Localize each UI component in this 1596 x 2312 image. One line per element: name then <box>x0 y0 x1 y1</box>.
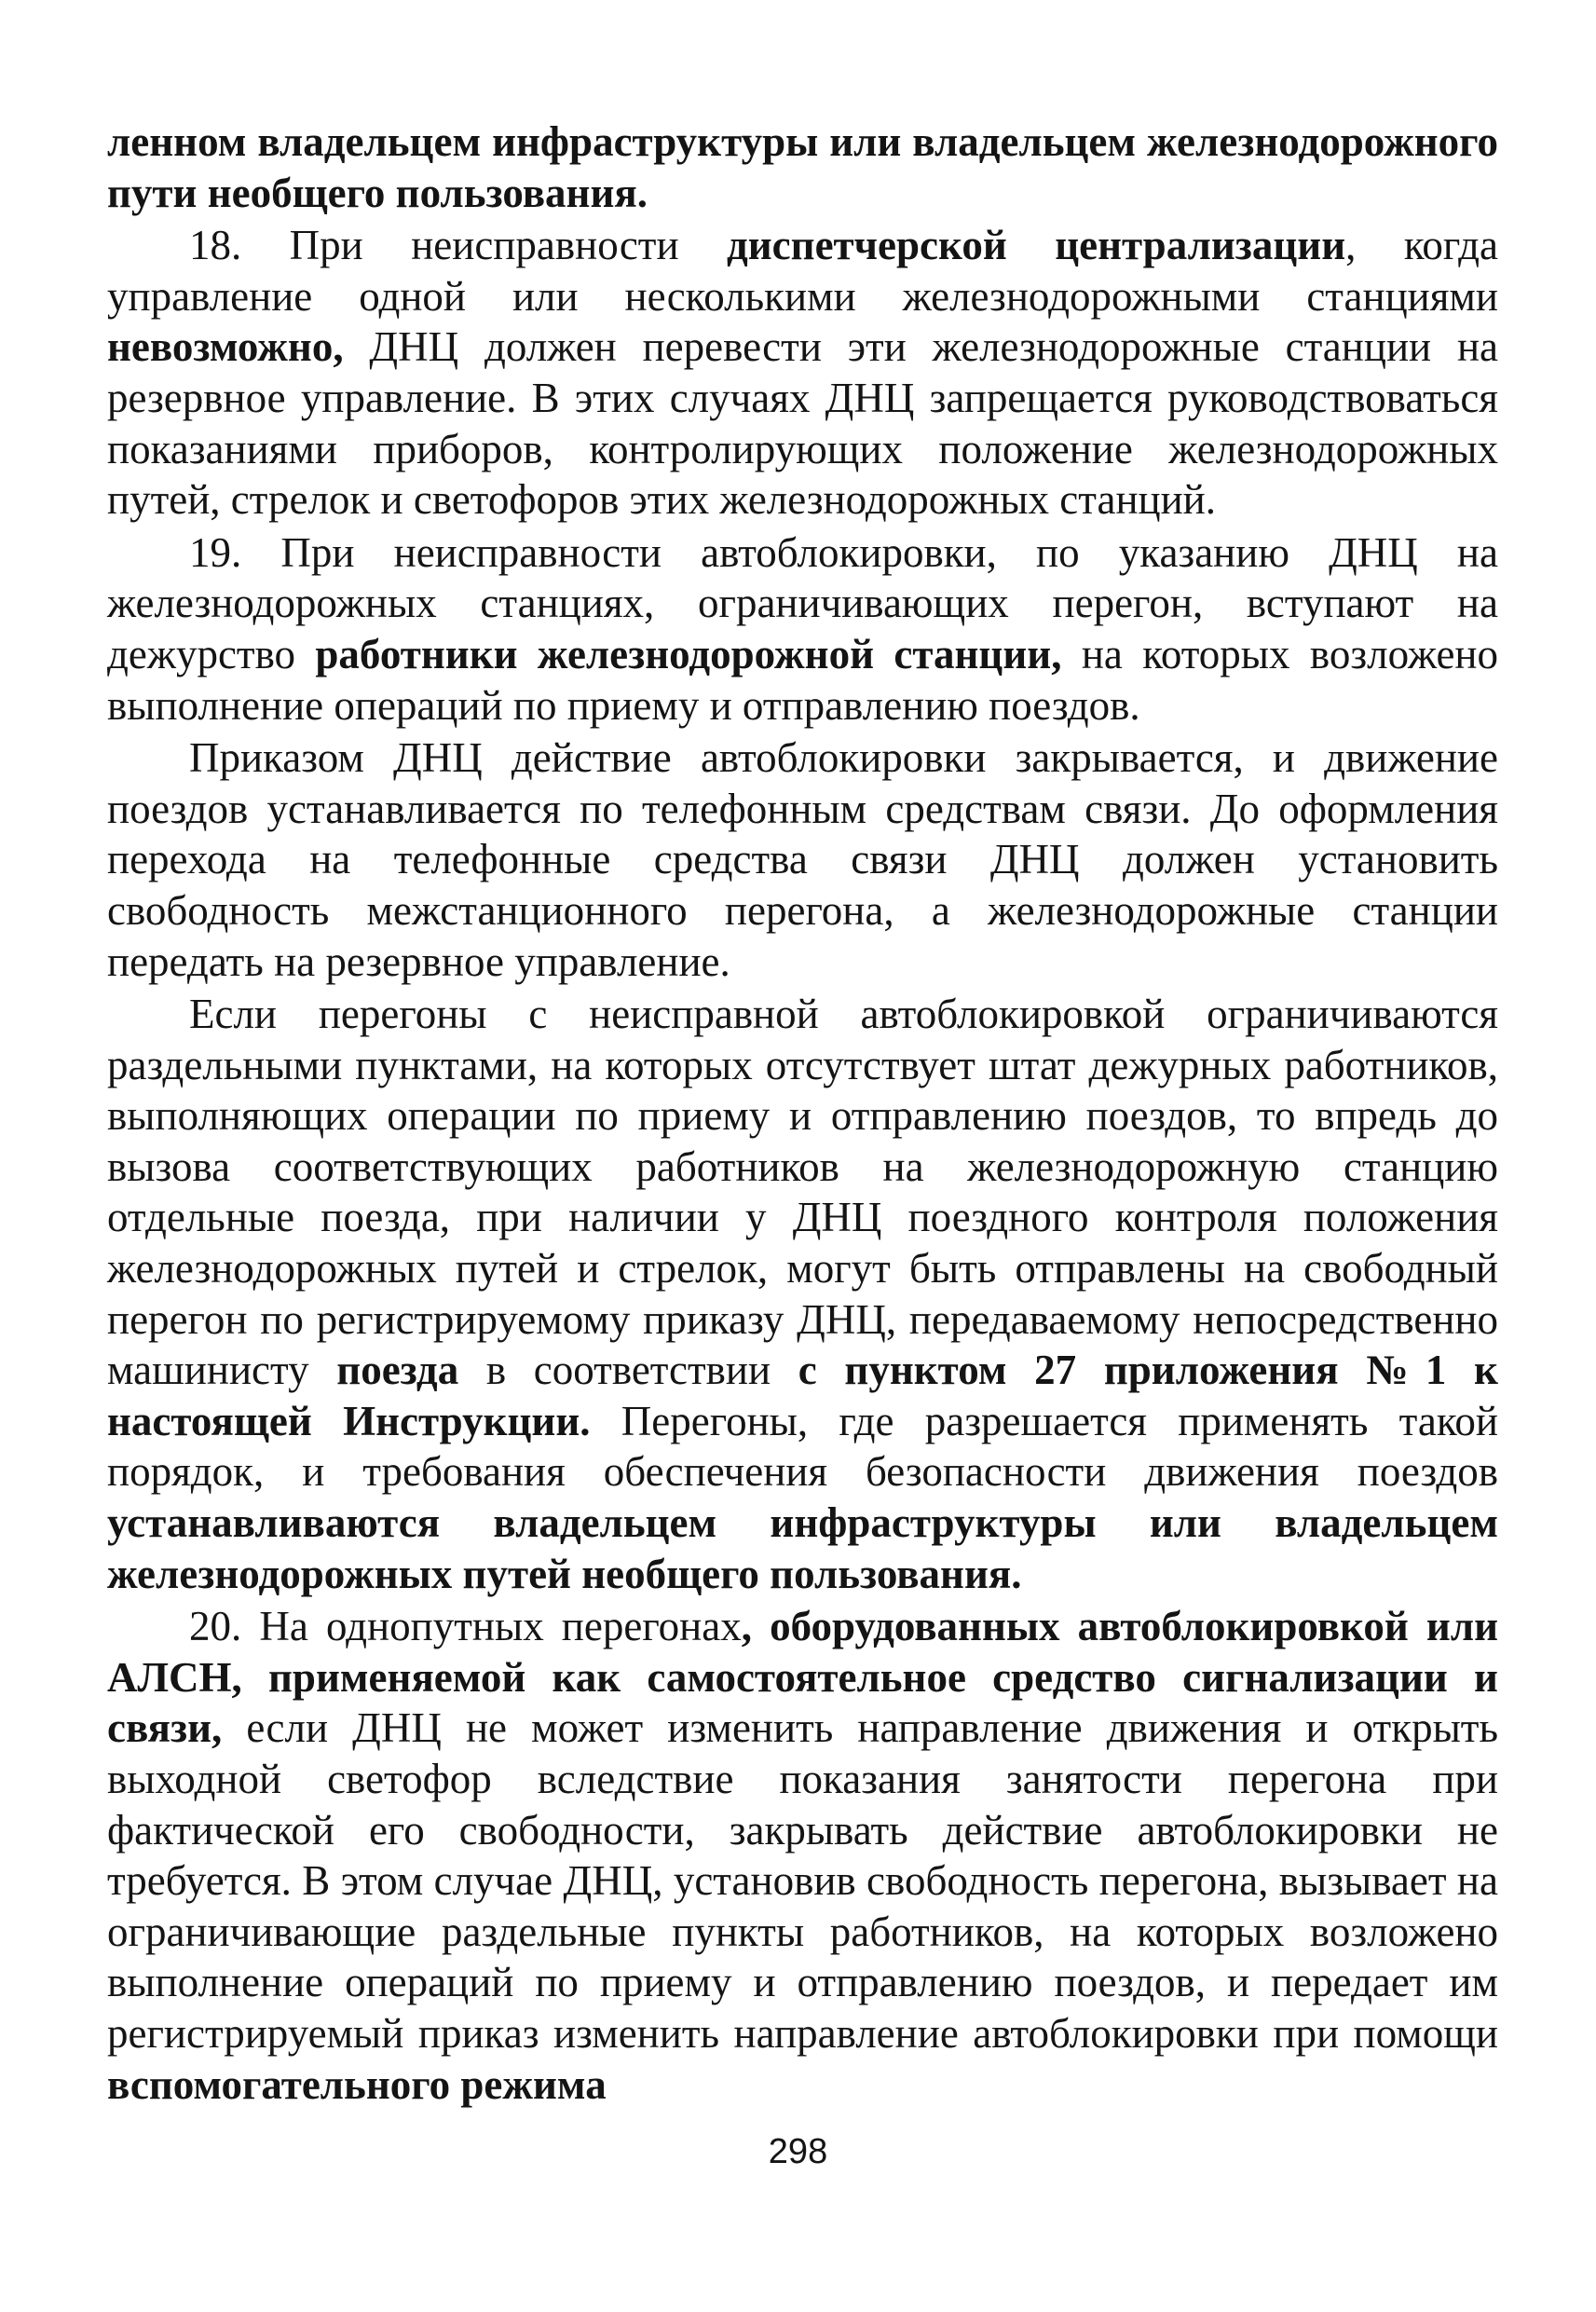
text-run: 19. При неисправности автоблокировки, по указанию ДНЦ на железнодорожных станциях, ограничивающих перегон, вступают на дежурство <box>107 528 1498 677</box>
text-run: Перегоны, где разрешается применять такой порядок, и требования обеспечения безопасности движения поездов <box>107 1397 1498 1496</box>
bold-text-run: поезда <box>336 1347 459 1394</box>
bold-text-run: невозможно, <box>107 323 344 371</box>
text-run: Приказом ДНЦ действие автоблокировки закрывается, и движение поездов устанавливается по телефонным средствам связи. До оформления перехода на телефонные средства связи ДНЦ должен установить свободность межстанционного перегона, а железнодорожные станции передать на резервное управление. <box>107 734 1498 985</box>
paragraph <box>107 732 1498 987</box>
text-run: если ДНЦ не может изменить направление движения и открыть выходной светофор вследствие показания занятости перегона при фактической его свободности, закрывать действие автоблокировки не требуется. В этом случае ДНЦ, установив свободность перегона, вызывает на ограничивающие раздельные пункты работников, на которых возложено выполнение операций по приему и отправлению поездов, и передает им регистрируемый приказ изменить направление автоблокировки при помощи <box>107 1704 1498 2057</box>
bold-text-run: вспомогательного режима <box>107 2060 607 2108</box>
text-run: в соответствии <box>458 1347 798 1394</box>
body-text <box>107 116 1498 2110</box>
page-number: 298 <box>768 2132 828 2171</box>
bold-text-run: ленном владельцем инфраструктуры или владельцем железнодорожного пути необщего пользования. <box>107 118 1498 216</box>
bold-text-run: , оборудованных автоблокировкой или АЛСН, применяемой как самостоятельное средство сигнализации и связи, <box>107 1603 1499 1752</box>
text-run: , когда управление одной или несколькими железнодорожными станциями <box>107 222 1499 320</box>
text-run: 20. На однопутных перегонах <box>189 1603 742 1650</box>
bold-text-run: диспетчерской централизации <box>726 222 1346 269</box>
bold-text-run: устанавливаются владельцем инфраструктуры или владельцем железнодорожных путей необщего пользования. <box>107 1499 1498 1597</box>
text-run: на которых возложено выполнение операций по приему и отправлению поездов. <box>107 630 1498 729</box>
text-run: Если перегоны с неисправной автоблокировкой ограничиваются раздельными пунктами, на которых отсутствует штат дежурных работников, выполняющих операции по приему и отправлению поездов, то впредь до вызова соответствующих работников на железнодорожную станцию отдельные поезда, при наличии у ДНЦ поездного контроля положения железнодорожных путей и стрелок, могут быть отправлены на свободный перегон по регистрируемому приказу ДНЦ, передаваемому непосредственно машинисту <box>107 991 1498 1394</box>
paragraph <box>107 116 1498 218</box>
bold-text-run: с пунктом 27 приложения №1 к настоящей Инструкции. <box>107 1347 1498 1444</box>
bold-text-run: работники железнодорожной станции, <box>315 630 1062 677</box>
paragraph <box>107 1601 1498 2110</box>
paragraph <box>107 527 1498 731</box>
paragraph <box>107 989 1498 1599</box>
text-run: ДНЦ должен перевести эти железнодорожные станции на резервное управление. В этих случаях ДНЦ запрещается руководствоваться показаниями приборов, контролирующих положение железнодорожных путей, стрелок и светофоров этих железнодорожных станций. <box>107 323 1498 524</box>
paragraph <box>107 220 1498 526</box>
text-run: 18. При неисправности <box>189 222 727 269</box>
